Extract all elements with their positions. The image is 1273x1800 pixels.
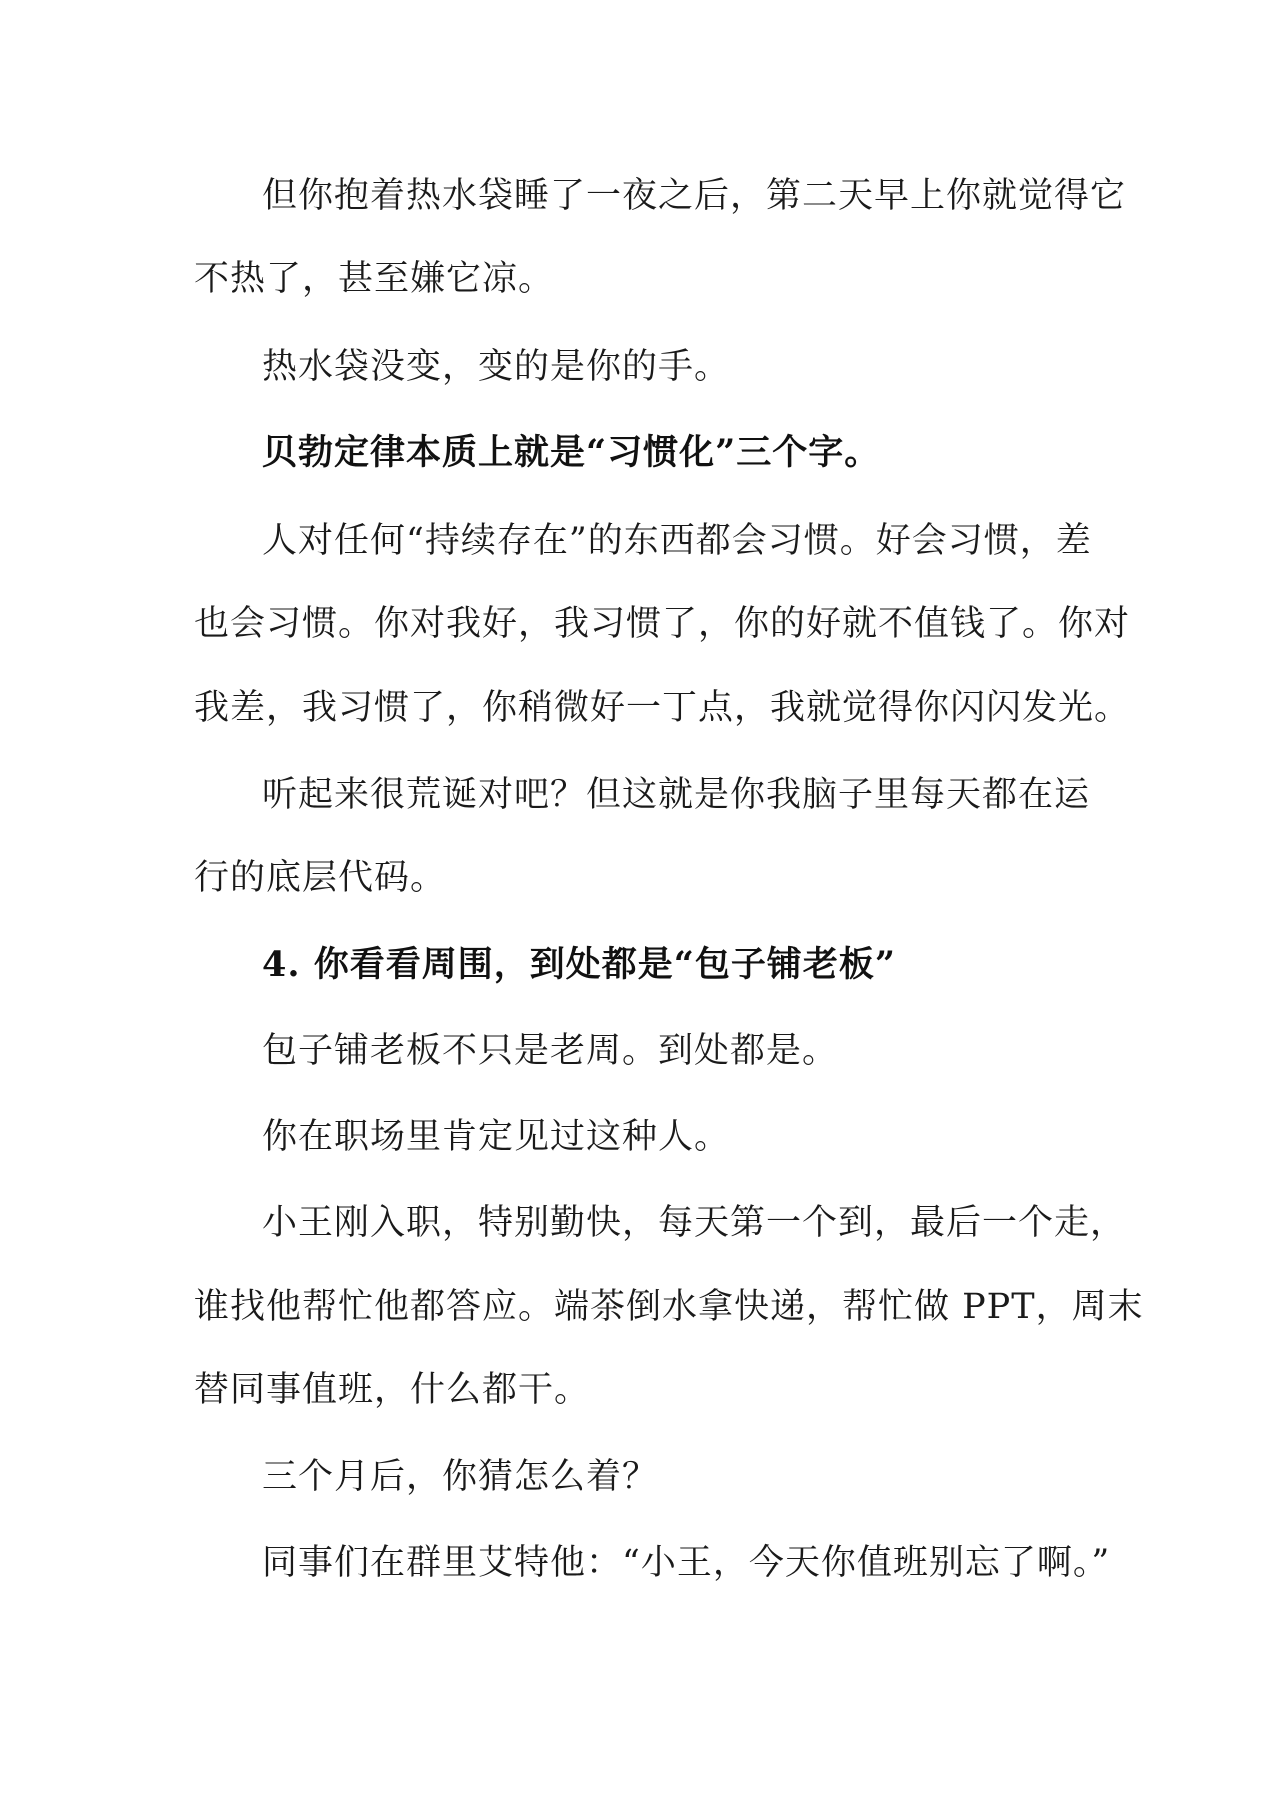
bold-statement: 贝勃定律本质上就是“习惯化”三个字。 <box>262 432 881 473</box>
paragraph-line: 不热了，甚至嫌它凉。 <box>194 259 555 299</box>
paragraph-line: 人对任何“持续存在”的东西都会习惯。好会习惯，差 <box>262 521 1092 561</box>
paragraph-line: 小王刚入职，特别勤快，每天第一个到，最后一个走， <box>262 1203 1127 1243</box>
section-heading: 4. 你看看周围，到处都是“包子铺老板” <box>262 944 896 985</box>
paragraph-line: 热水袋没变，变的是你的手。 <box>262 347 731 387</box>
paragraph-line: 行的底层代码。 <box>194 858 447 898</box>
paragraph-line: 谁找他帮忙他都答应。端茶倒水拿快递，帮忙做 PPT，周末 <box>194 1287 1144 1327</box>
paragraph-line: 你在职场里肯定见过这种人。 <box>262 1117 731 1157</box>
paragraph-line: 替同事值班，什么都干。 <box>194 1370 591 1410</box>
paragraph-line: 听起来很荒诞对吧？但这就是你我脑子里每天都在运 <box>262 775 1091 815</box>
paragraph-line: 三个月后，你猜怎么着？ <box>262 1457 659 1497</box>
paragraph-line: 也会习惯。你对我好，我习惯了，你的好就不值钱了。你对 <box>194 604 1131 644</box>
paragraph-line: 但你抱着热水袋睡了一夜之后，第二天早上你就觉得它 <box>262 176 1127 216</box>
paragraph-line: 我差，我习惯了，你稍微好一丁点，我就觉得你闪闪发光。 <box>194 688 1131 728</box>
paragraph-line: 包子铺老板不只是老周。到处都是。 <box>262 1031 839 1071</box>
paragraph-line: 同事们在群里艾特他：“小王，今天你值班别忘了啊。” <box>262 1543 1111 1583</box>
